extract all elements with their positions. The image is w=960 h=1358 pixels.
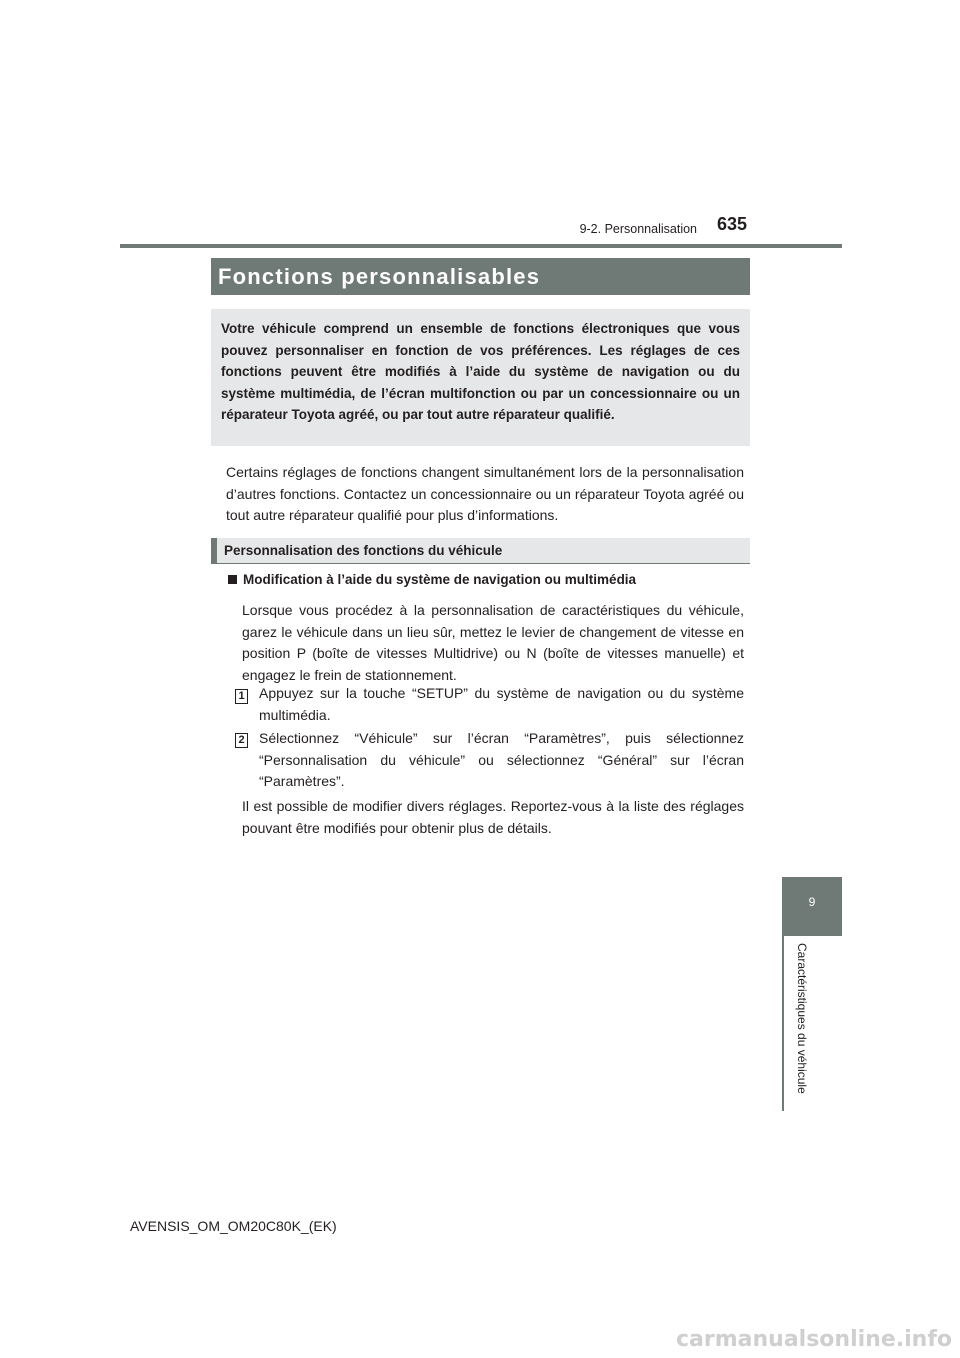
page-title: Fonctions personnalisables [211,258,750,295]
subsection-header [211,538,750,564]
step-text: Sélectionnez “Véhicule” sur l’écran “Paramètres”, puis sélectionnez “Personnalisation du véhicule” ou sélectionnez “Général” sur l’écran “Paramètres”. [259,730,744,789]
subsection-marker [211,538,217,564]
step-number-badge: 2 [235,733,248,748]
bullet-heading-text: Modification à l’aide du système de navigation ou multimédia [243,572,637,587]
subsection-title: Personnalisation des fonctions du véhicule [224,543,503,558]
bullet-square-icon [228,575,237,584]
header-section-label: 9-2. Personnalisation [579,222,697,236]
bullet-heading [228,569,636,590]
page-number: 635 [717,214,748,234]
step-number-badge: 1 [235,689,248,704]
document-code: AVENSIS_OM_OM20C80K_(EK) [130,1218,337,1234]
paragraph-note: Certains réglages de fonctions changent simultanément lors de la personnalisation d’autres fonctions. Contactez un concessionnaire ou un réparateur Toyota agréé ou tout autre réparateur qualifié pour plus d’informations. [226,464,744,523]
chapter-label: Caractéristiques du véhicule [795,943,809,1094]
chapter-side-rule [782,936,784,1111]
step-text: Appuyez sur la touche “SETUP” du système de navigation ou du système multimédia. [259,685,744,723]
header-divider [120,244,842,248]
paragraph-closing: Il est possible de modifier divers réglages. Reportez-vous à la liste des réglages pouvant être modifiés pour obtenir plus de détails. [242,798,744,836]
intro-box [211,309,750,446]
paragraph-instructions: Lorsque vous procédez à la personnalisation de caractéristiques du véhicule, garez le véhicule dans un lieu sûr, mettez le levier de changement de vitesse en position P (boîte de vitesses Multidrive) ou N (boîte de vitesses manuelle) et engagez le frein de stationnement. [242,602,744,683]
chapter-number: 9 [808,895,816,909]
chapter-tab [782,877,842,936]
intro-text: Votre véhicule comprend un ensemble de fonctions électroniques que vous pouvez personnaliser en fonction de vos préférences. Les réglages de ces fonctions peuvent être modifiés à l’aide du système de navigation ou du système multimédia, de l’écran multifonction ou par un concessionnaire ou un réparateur Toyota agréé, ou par tout autre réparateur qualifié. [221,321,740,422]
watermark: carmanualsonline.info [676,1327,952,1352]
